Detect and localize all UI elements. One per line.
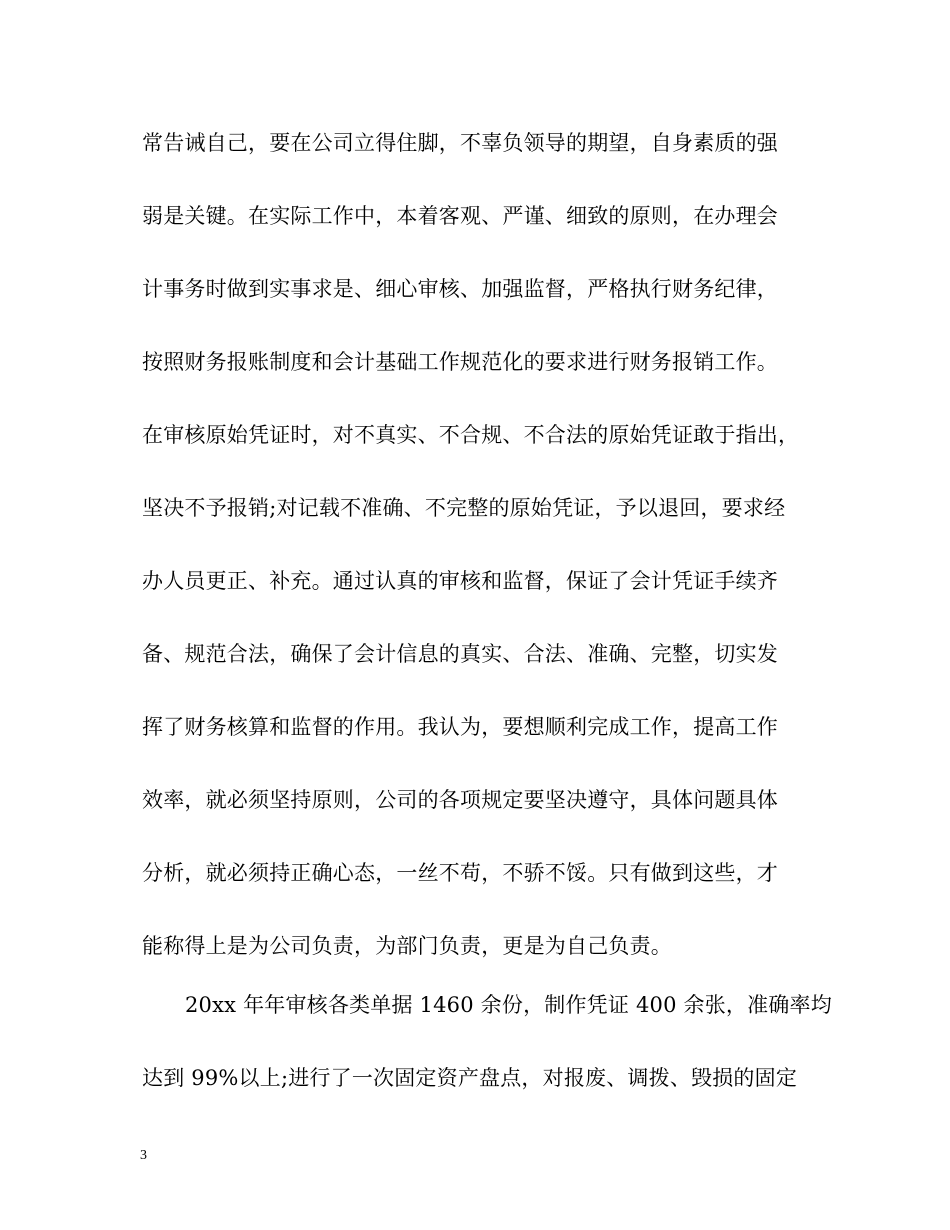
body-text-line: 办人员更正、补充。通过认真的审核和监督，保证了会计凭证手续齐 xyxy=(142,569,778,593)
body-text-line: 按照财务报账制度和会计基础工作规范化的要求进行财务报销工作。 xyxy=(142,350,778,374)
body-text-line: 弱是关键。在实际工作中，本着客观、严谨、细致的原则，在办理会 xyxy=(142,204,778,228)
body-text-line: 计事务时做到实事求是、细心审核、加强监督，严格执行财务纪律， xyxy=(142,277,778,301)
body-text-line: 挥了财务核算和监督的作用。我认为，要想顺利完成工作，提高工作 xyxy=(142,715,778,739)
body-text-line: 达到 99%以上;进行了一次固定资产盘点，对报废、调拨、毁损的固定 xyxy=(142,1066,798,1090)
body-text-line: 备、规范合法，确保了会计信息的真实、合法、准确、完整，切实发 xyxy=(142,642,778,666)
body-text-line: 20xx 年年审核各类单据 1460 余份，制作凭证 400 余张，准确率均 xyxy=(185,993,832,1017)
body-text-line: 效率，就必须坚持原则，公司的各项规定要坚决遵守，具体问题具体 xyxy=(142,788,778,812)
body-text-line: 分析，就必须持正确心态，一丝不苟，不骄不馁。只有做到这些，才 xyxy=(142,861,778,885)
body-text-line: 常告诫自己，要在公司立得住脚，不辜负领导的期望，自身素质的强 xyxy=(142,131,778,155)
page-number: 3 xyxy=(140,1148,147,1163)
body-text-line: 在审核原始凭证时，对不真实、不合规、不合法的原始凭证敢于指出， xyxy=(142,423,800,447)
body-text-line: 能称得上是为公司负责，为部门负责，更是为自己负责。 xyxy=(142,934,672,958)
body-text-line: 坚决不予报销;对记载不准确、不完整的原始凭证，予以退回，要求经 xyxy=(142,496,786,520)
